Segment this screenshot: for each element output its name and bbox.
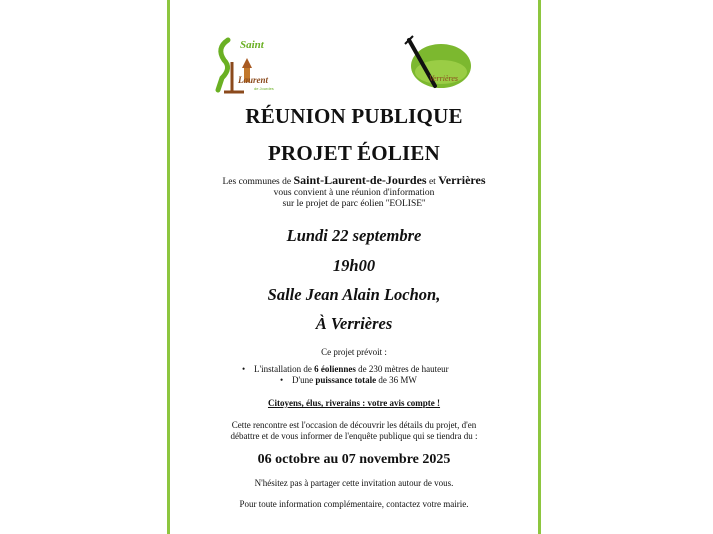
intro-text: Les communes de Saint-Laurent-de-Jourdes et Verrières vous convient à une réunion d'information sur le projet de parc éolien ''EOLISE'': [222, 173, 486, 209]
svg-text:de Jourdes: de Jourdes: [254, 86, 274, 91]
inquiry-dates: 06 octobre au 07 novembre 2025: [257, 452, 451, 467]
title-line-2: PROJET ÉOLIEN: [267, 141, 440, 165]
project-list: [242, 364, 449, 386]
contact-text: Pour toute information complémentaire, contactez votre mairie.: [239, 499, 469, 509]
saint-laurent-logo: [214, 34, 282, 94]
event-time: 19h00: [332, 256, 376, 275]
list-item: • L'installation de 6 éoliennes de 230 mètres de hauteur: [242, 364, 449, 375]
commune-1: Saint-Laurent-de-Jourdes: [293, 173, 427, 187]
share-text: N'hésitez pas à partager cette invitation autour de vous.: [254, 478, 454, 488]
svg-text:Laurent: Laurent: [238, 75, 269, 85]
svg-text:Verrières: Verrières: [429, 74, 459, 83]
svg-text:Saint: Saint: [240, 39, 264, 51]
slogan: Citoyens, élus, riverains : votre avis compte !: [267, 398, 441, 408]
event-date: Lundi 22 septembre: [286, 226, 422, 245]
verrieres-logo: [401, 34, 473, 92]
title-line-1: RÉUNION PUBLIQUE: [245, 104, 463, 128]
poster-page: [167, 0, 541, 534]
project-heading: Ce projet prévoit :: [321, 347, 387, 357]
event-city: À Verrières: [315, 314, 393, 333]
commune-2: Verrières: [438, 173, 486, 187]
event-venue: Salle Jean Alain Lochon,: [267, 285, 441, 304]
list-item: • D'une puissance totale de 36 MW: [280, 375, 449, 386]
info-paragraph: Cette rencontre est l'occasion de découvrir les détails du projet, d'en débattre et de vous informer de l'enquête publique qui se tiendra du :: [230, 420, 478, 441]
